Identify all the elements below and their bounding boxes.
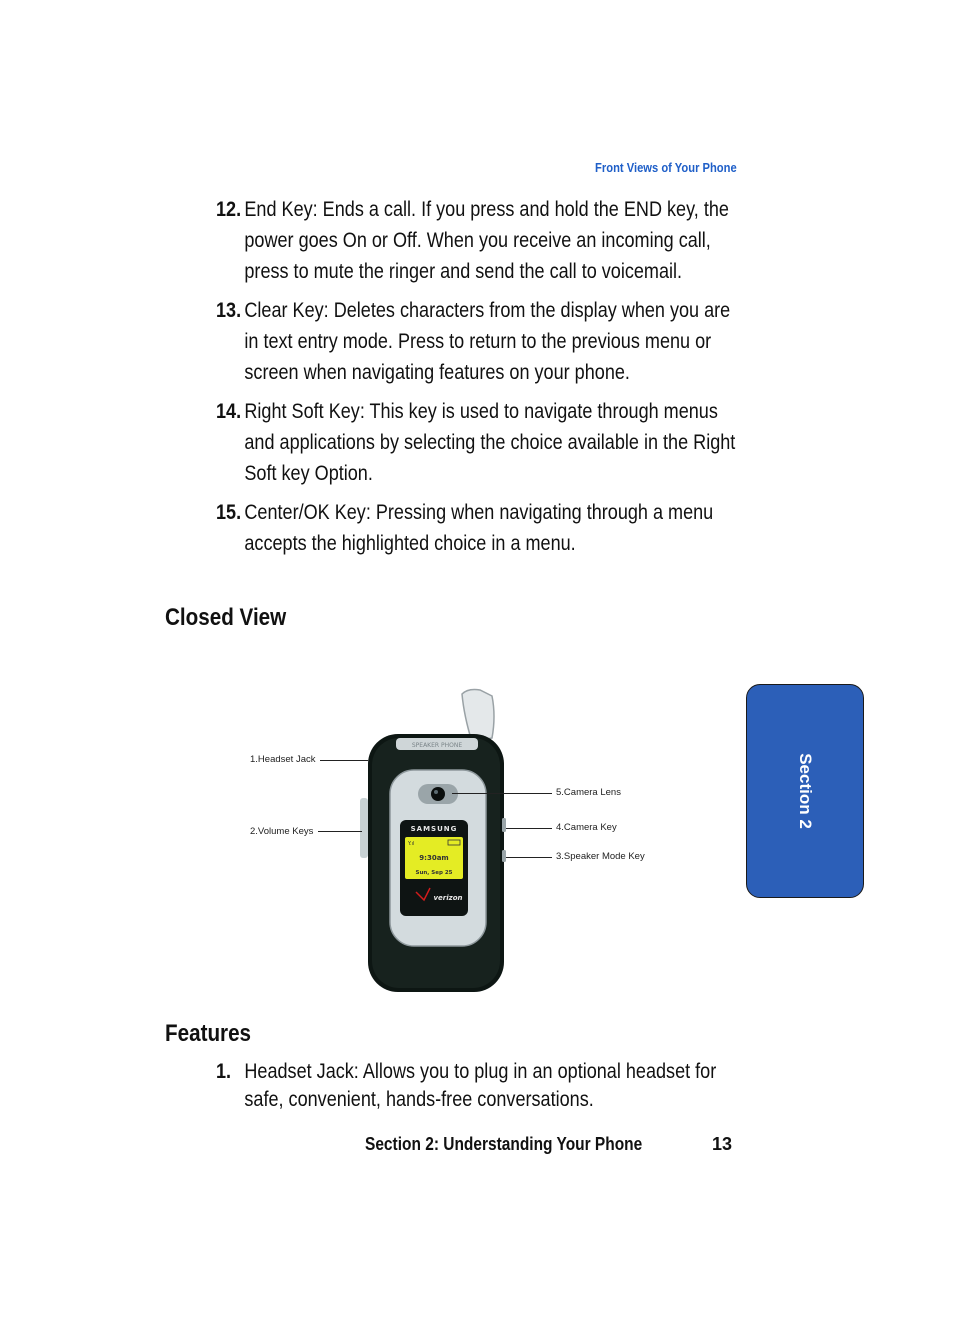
svg-text:Y.ıl: Y.ıl	[408, 841, 415, 847]
item-number: 14.	[216, 400, 242, 423]
callout-camera-key: 4.Camera Key	[556, 822, 617, 833]
callout-line	[452, 793, 552, 794]
callout-line	[318, 831, 362, 832]
section-heading-features: Features	[165, 1020, 252, 1047]
item-number: 15.	[216, 501, 242, 524]
callout-volume-keys: 2.Volume Keys	[250, 826, 314, 837]
footer-title: Section 2: Understanding Your Phone	[365, 1134, 643, 1154]
carrier-logo: verizon	[433, 894, 463, 902]
closed-phone-figure	[240, 686, 660, 996]
item-number: 13.	[216, 299, 242, 322]
key-description-list	[216, 194, 776, 567]
section-heading-closed-view: Closed View	[165, 604, 287, 631]
features-list	[216, 1058, 776, 1114]
list-item	[216, 396, 747, 489]
phone-illustration	[240, 686, 660, 996]
callout-line	[320, 760, 368, 761]
running-head: Front Views of Your Phone	[595, 160, 737, 175]
list-item	[216, 497, 747, 559]
page-number: 13	[712, 1134, 733, 1154]
list-item	[216, 1058, 747, 1114]
list-item	[216, 194, 747, 287]
item-text: Center/OK Key: Pressing when navigating through a menu accepts the highlighted choice in a menu.	[244, 501, 714, 555]
section-tab	[746, 684, 864, 898]
callout-line	[506, 828, 552, 829]
callout-speaker-mode-key: 3.Speaker Mode Key	[556, 851, 645, 862]
lcd-time: 9:30am	[419, 854, 449, 862]
item-number: 12.	[216, 198, 242, 221]
callout-line	[506, 857, 552, 858]
item-text: End Key: Ends a call. If you press and hold the END key, the power goes On or Off. When you receive an incoming call, press to mute the ringer and send the call to voicemail.	[244, 198, 729, 283]
speaker-phone-label: SPEAKER PHONE	[411, 742, 463, 749]
item-text: Clear Key: Deletes characters from the display when you are in text entry mode. Press to return to the previous menu or screen when navigating features on your phone.	[244, 299, 731, 384]
lcd-date: Sun, Sep 25	[415, 870, 453, 876]
item-text: Right Soft Key: This key is used to navigate through menus and applications by selecting the choice available in the Right Soft key Option.	[244, 400, 736, 485]
callout-camera-lens: 5.Camera Lens	[556, 787, 621, 798]
item-number: 1.	[216, 1060, 232, 1083]
item-text: Headset Jack: Allows you to plug in an optional headset for safe, convenient, hands-free conversations.	[244, 1060, 717, 1111]
callout-headset-jack: 1.Headset Jack	[250, 754, 316, 765]
section-tab-label: Section 2	[796, 753, 815, 829]
brand-label: SAMSUNG	[410, 825, 458, 833]
list-item	[216, 295, 747, 388]
